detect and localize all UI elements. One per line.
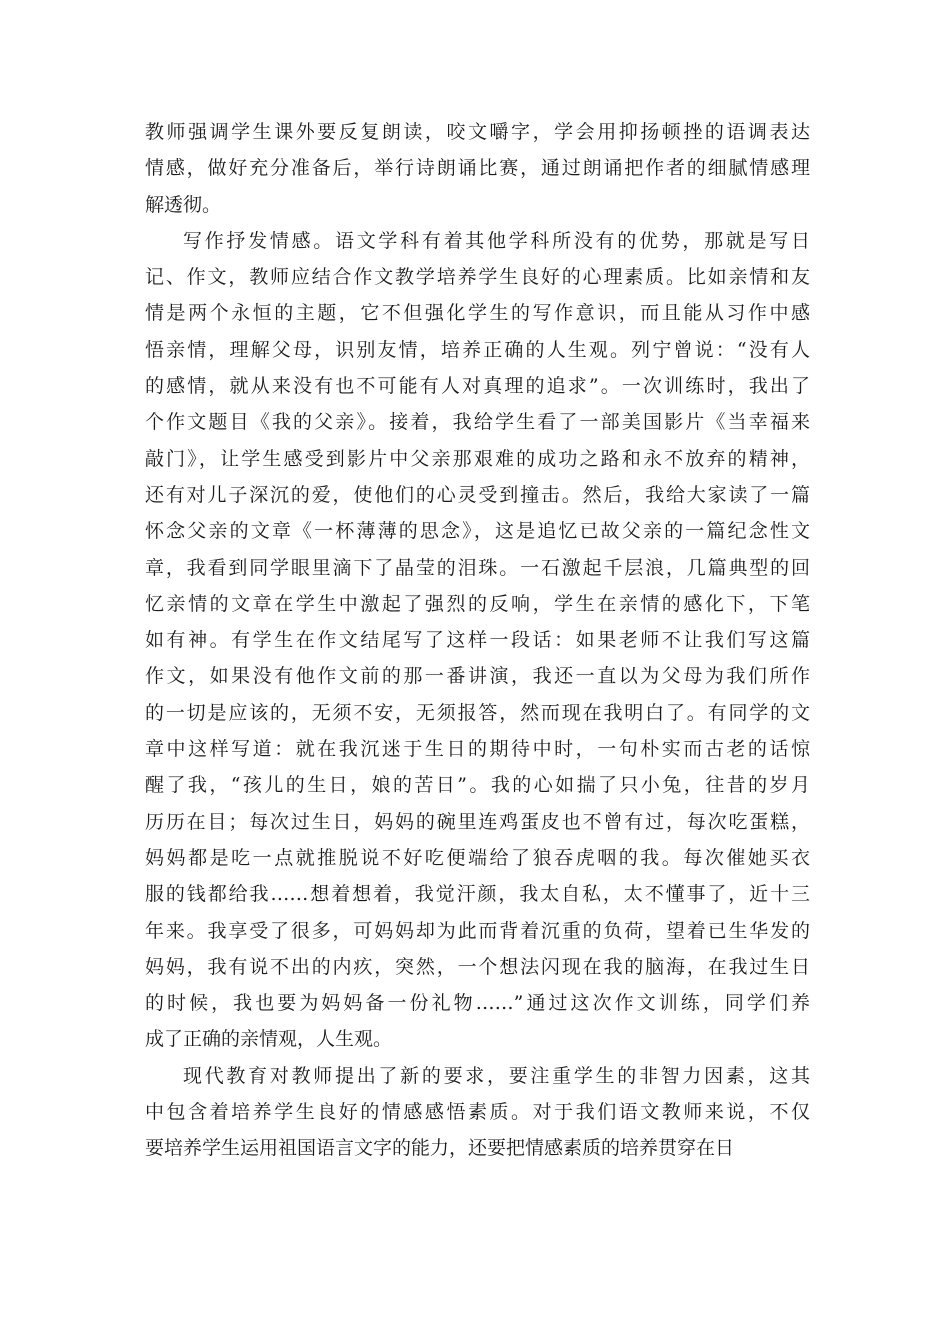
text-line: 现代教育对教师提出了新的要求，要注重学生的非智力因素，这其: [183, 1064, 810, 1087]
text-line: 章，我看到同学眼里滴下了晶莹的泪珠。一石激起千层浪，几篇典型的回: [145, 556, 810, 579]
text-line: 章中这样写道：就在我沉迷于生日的期待中时，一句朴实而古老的话惊: [145, 738, 810, 761]
text-line: 的感情，就从来没有也不可能有人对真理的追求”。一次训练时，我出了: [145, 375, 810, 398]
text-line: 历历在目；每次过生日，妈妈的碗里连鸡蛋皮也不曾有过，每次吃蛋糕，: [145, 810, 810, 833]
text-line: 还有对儿子深沉的爱，使他们的心灵受到撞击。然后，我给大家读了一篇: [145, 483, 810, 506]
text-line: 妈妈，我有说不出的内疚，突然，一个想法闪现在我的脑海，在我过生日: [145, 955, 810, 978]
text-line: 个作文题目《我的父亲》。接着，我给学生看了一部美国影片《当幸福来: [145, 411, 810, 434]
text-line: 的一切是应该的，无须不安，无须报答，然而现在我明白了。有同学的文: [145, 701, 810, 724]
paragraph: [145, 114, 810, 223]
text-line: 怀念父亲的文章《一杯薄薄的思念》，这是追忆已故父亲的一篇纪念性文: [145, 520, 810, 543]
text-line: 情感，做好充分准备后，举行诗朗诵比赛，通过朗诵把作者的细腻情感理: [145, 157, 810, 180]
text-line: 的时候，我也要为妈妈备一份礼物……”通过这次作文训练，同学们养: [145, 992, 810, 1015]
paragraph: [145, 223, 810, 1058]
text-line: 要培养学生运用祖国语言文字的能力，还要把情感素质的培养贯穿在日: [145, 1137, 735, 1160]
text-line: 中包含着培养学生良好的情感感悟素质。对于我们语文教师来说，不仅: [145, 1101, 810, 1124]
text-line: 忆亲情的文章在学生中激起了强烈的反响，学生在亲情的感化下，下笔: [145, 592, 810, 615]
text-line: 成了正确的亲情观，人生观。: [145, 1028, 393, 1051]
text-line: 服的钱都给我……想着想着，我觉汗颜，我太自私，太不懂事了，近十三: [145, 883, 810, 906]
text-line: 悟亲情，理解父母，识别友情，培养正确的人生观。列宁曾说：“没有人: [145, 338, 810, 361]
text-line: 如有神。有学生在作文结尾写了这样一段话：如果老师不让我们写这篇: [145, 629, 810, 652]
text-line: 解透彻。: [145, 193, 222, 216]
body-text: [145, 114, 810, 1167]
text-line: 年来。我享受了很多，可妈妈却为此而背着沉重的负荷，望着已生华发的: [145, 919, 810, 942]
paragraph: [145, 1058, 810, 1167]
text-line: 敲门》，让学生感受到影片中父亲那艰难的成功之路和永不放弃的精神，: [145, 447, 810, 470]
text-line: 情是两个永恒的主题，它不但强化学生的写作意识，而且能从习作中感: [145, 302, 810, 325]
text-line: 写作抒发情感。语文学科有着其他学科所没有的优势，那就是写日: [183, 229, 810, 252]
text-line: 教师强调学生课外要反复朗读，咬文嚼字，学会用抑扬顿挫的语调表达: [145, 121, 810, 143]
text-line: 记、作文，教师应结合作文教学培养学生良好的心理素质。比如亲情和友: [145, 266, 810, 289]
text-line: 醒了我，“孩儿的生日，娘的苦日”。我的心如揣了只小兔，往昔的岁月: [145, 774, 810, 797]
text-line: 妈妈都是吃一点就推脱说不好吃便端给了狼吞虎咽的我。每次催她买衣: [145, 846, 810, 869]
text-line: 作文，如果没有他作文前的那一番讲演，我还一直以为父母为我们所作: [145, 665, 810, 688]
